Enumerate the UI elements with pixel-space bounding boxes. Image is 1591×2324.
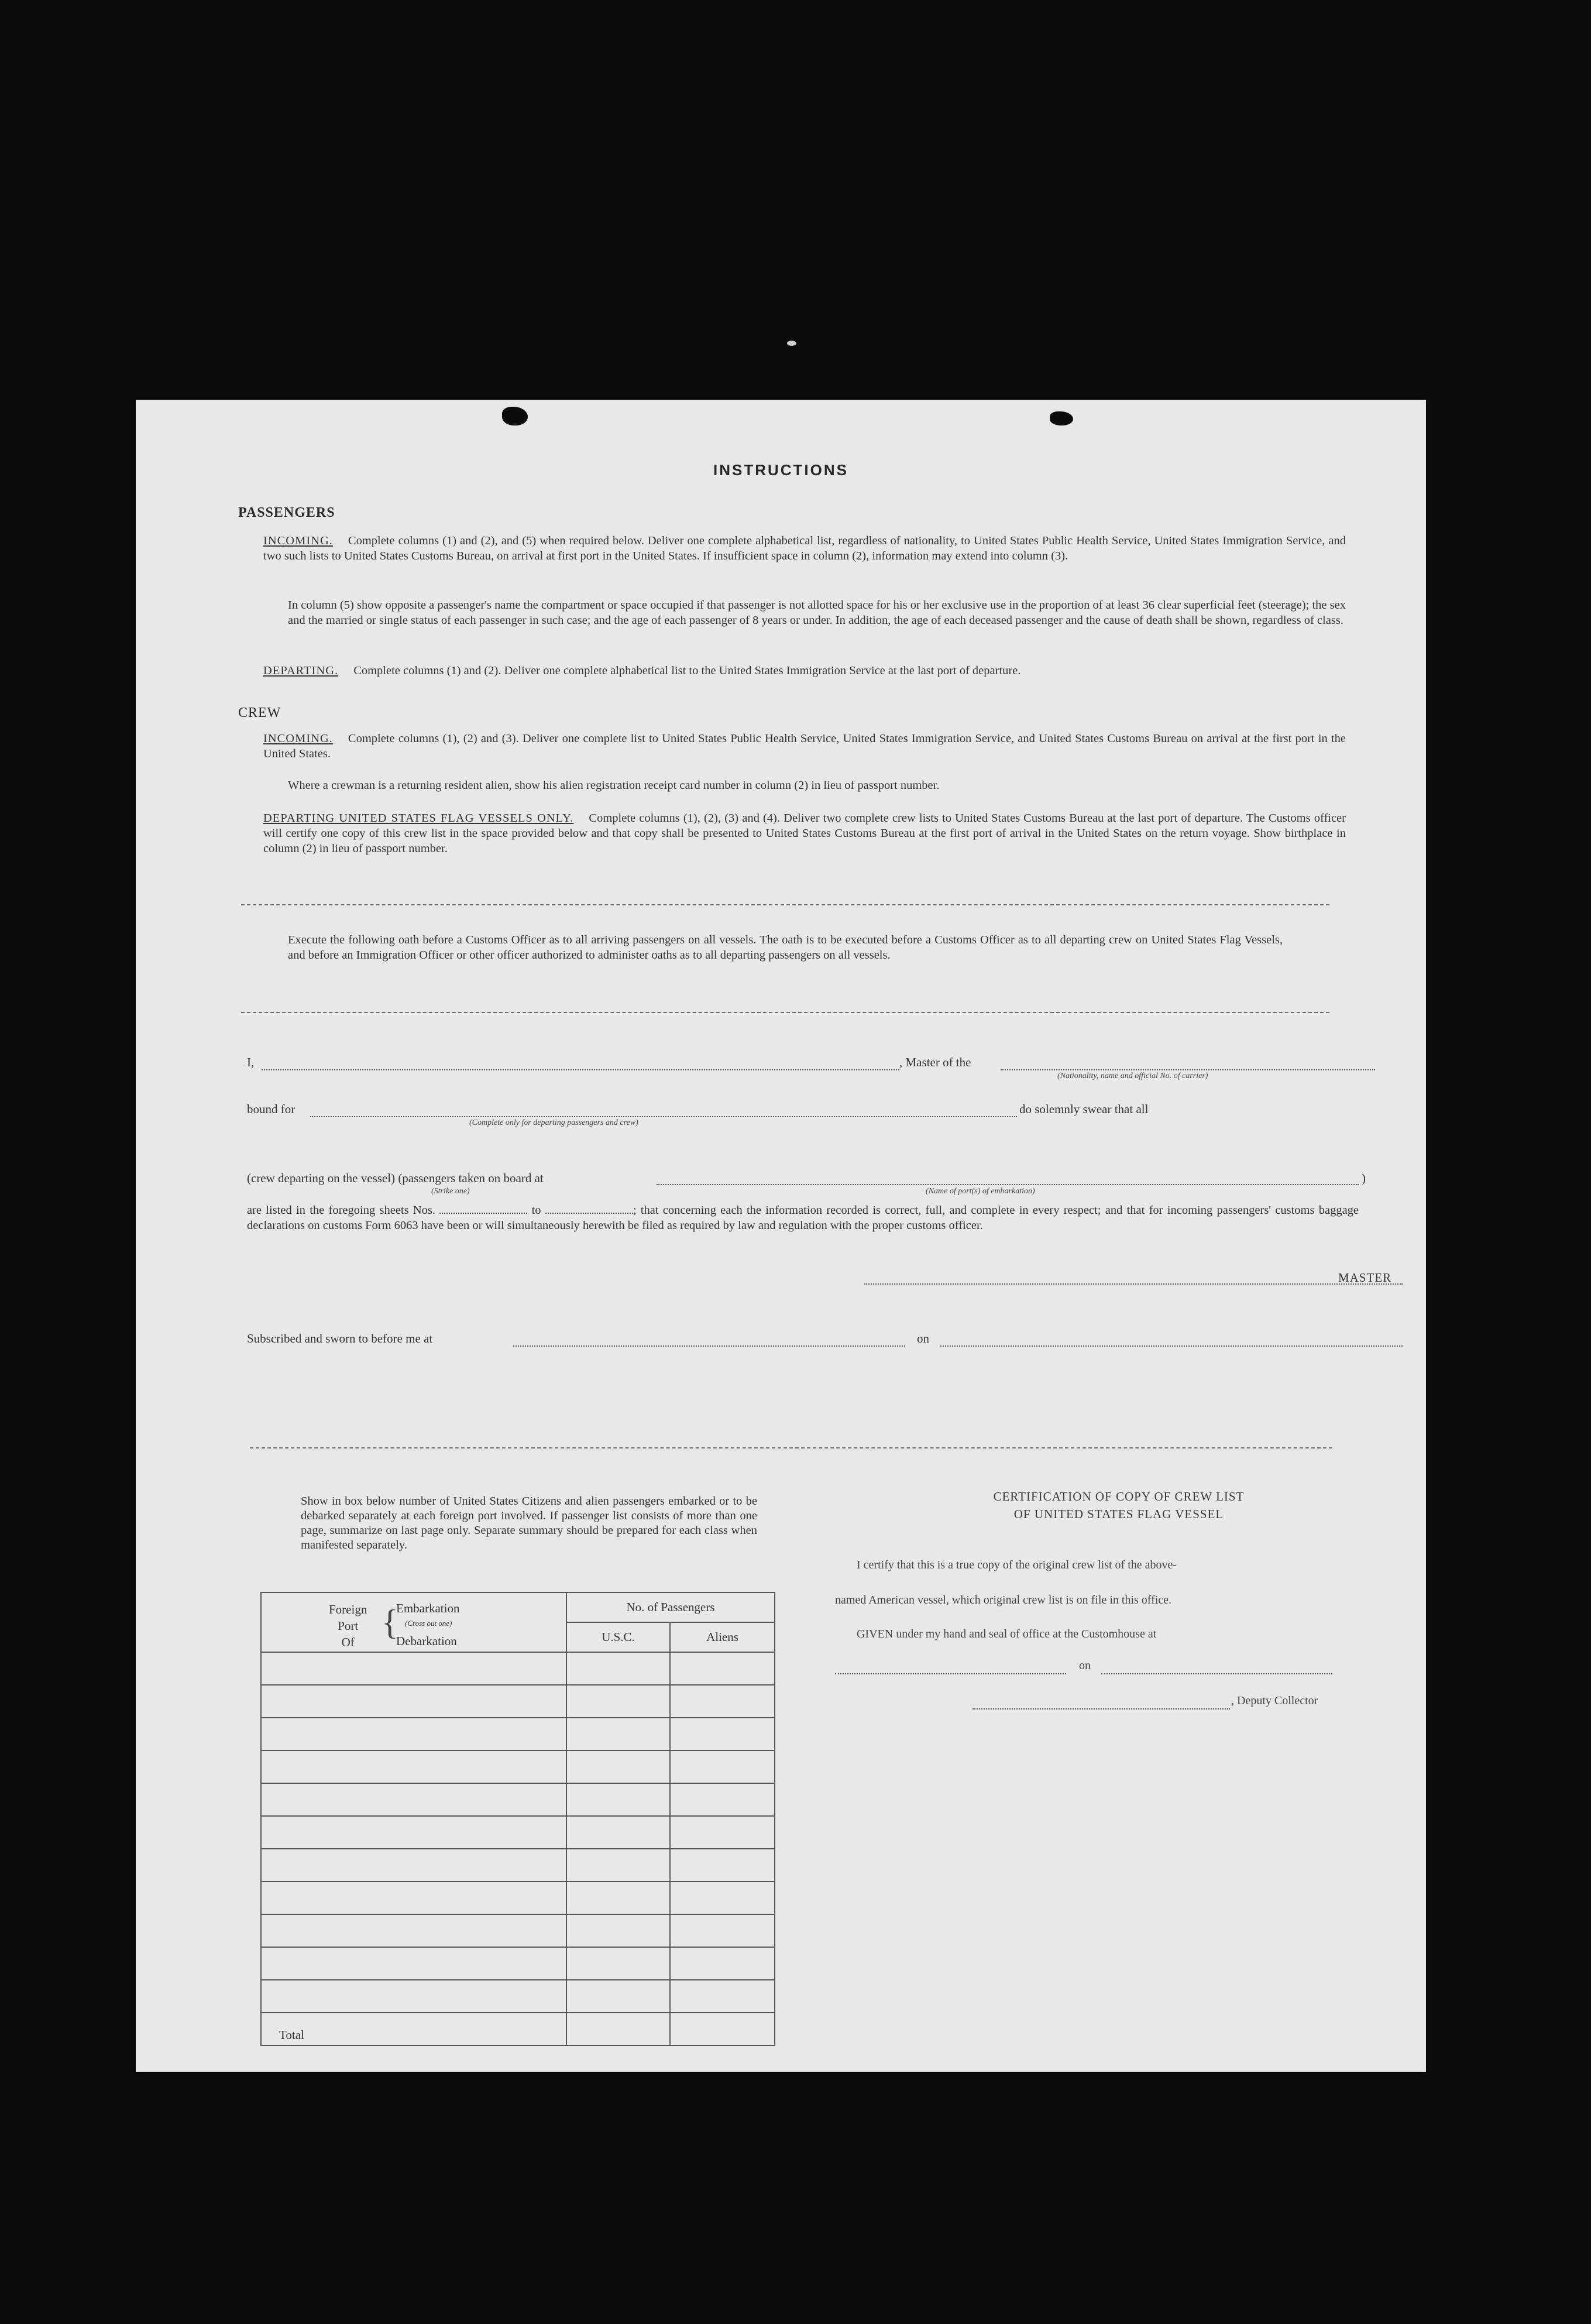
aliens-cell[interactable] [670,1783,775,1816]
port-cell[interactable] [261,1685,566,1718]
aliens-header: Aliens [670,1622,775,1652]
passenger-summary-table [260,1592,775,2046]
listed-paragraph [247,1203,1359,1233]
total-row [261,2013,775,2045]
master-signature-field[interactable] [864,1283,1403,1285]
aliens-cell[interactable] [670,1882,775,1914]
strike-hint: (Strike one) [431,1187,470,1196]
table-row [261,1849,775,1882]
passengers-departing [263,663,1346,678]
aliens-cell[interactable] [670,1652,775,1685]
of-label: Of [341,1635,355,1649]
port-cell[interactable] [261,1783,566,1816]
scan-speck [787,341,796,346]
passengers-column5: In column (5) show opposite a passenger's name the compartment or space occupied if that passenger is not allotted space for his or her exclusive use in the proportion of at least 36 clear superficial feet (steerage); the sex and the married or single status of each passenger in such case; and the age of each passenger of 8 years or under. In addition, the age of each deceased passenger and the cause of death shall be shown, regardless of class. [288,599,1346,627]
listed-label: are listed in the foregoing sheets Nos. [247,1204,436,1217]
table-row [261,1947,775,1980]
port-cell[interactable] [261,1882,566,1914]
table-row [261,1914,775,1947]
aliens-cell[interactable] [670,1816,775,1849]
box-instruction: Show in box below number of United States Citizens and alien passengers embarked or to be debarked separately at each foreign port involved. If passenger list consists of more than one page, summarize on last page only. Separate summary should be prepared for each class when manifested separately. [301,1495,757,1551]
passengers-departing-text: Complete columns (1) and (2). Deliver one complete alphabetical list to the United States Immigration Service at the last port of departure. [353,664,1021,677]
to-label: to [531,1204,541,1217]
master-name-field[interactable] [262,1069,899,1070]
port-cell[interactable] [261,1849,566,1882]
divider [250,1447,1332,1448]
nationality-hint: (Nationality, name and official No. of carrier) [1057,1072,1208,1080]
table-row [261,1816,775,1849]
port-cell[interactable] [261,1816,566,1849]
foreign-port-of [329,1601,367,1650]
usc-cell[interactable] [566,1652,670,1685]
close-paren: ) [1362,1171,1366,1185]
aliens-cell[interactable] [670,1685,775,1718]
usc-header: U.S.C. [566,1622,670,1652]
listed-text: ; that concerning each the information recorded is correct, full, and complete in every respect; and that for incoming passengers' customs baggage declarations on customs Form 6063 have been or will simultaneously herewith be filed as required by law and regulation with the proper customs officer. [247,1204,1359,1232]
aliens-cell[interactable] [670,1914,775,1947]
oath-instruction: Execute the following oath before a Customs Officer as to all arriving passengers on all vessels. The oath is to be executed before a Customs Officer as to all departing crew on United States Flag Vessels, and before an Immigration Officer or other officer authorized to administer oaths as to all departing passengers on all vessels. [288,933,1283,962]
usc-cell[interactable] [566,1980,670,2013]
table-row [261,1980,775,2013]
aliens-total-cell[interactable] [670,2013,775,2045]
document-page [136,400,1426,2072]
usc-cell[interactable] [566,1947,670,1980]
divider [241,1012,1329,1013]
passengers-incoming [263,533,1346,564]
crew-incoming-label: INCOMING. [263,732,333,745]
usc-cell[interactable] [566,1750,670,1783]
table-row [261,1718,775,1750]
aliens-cell[interactable] [670,1849,775,1882]
port-cell[interactable] [261,1652,566,1685]
embarkation-ports-field[interactable] [657,1184,1359,1185]
crew-clause: (crew departing on the vessel) (passengers taken on board at [247,1171,544,1185]
bound-for-label: bound for [247,1102,295,1116]
sworn-place-field[interactable] [513,1345,905,1347]
debarkation-label: Debarkation [396,1634,457,1648]
deputy-collector-signature-field[interactable] [973,1708,1230,1709]
passengers-incoming-label: INCOMING. [263,534,333,547]
usc-cell[interactable] [566,1914,670,1947]
port-cell[interactable] [261,1750,566,1783]
sworn-on-label: on [917,1331,929,1345]
customhouse-field[interactable] [835,1673,1066,1674]
oath-i-label: I, [247,1055,255,1069]
master-of-label: , Master of the [899,1055,971,1069]
port-cell[interactable] [261,1718,566,1750]
bound-for-field[interactable] [310,1116,1017,1117]
table-row [261,1882,775,1914]
usc-cell[interactable] [566,1718,670,1750]
punch-hole-right [1050,411,1073,425]
usc-cell[interactable] [566,1685,670,1718]
brace-icon: { [382,1603,398,1642]
usc-cell[interactable] [566,1816,670,1849]
no-passengers-header: No. of Passengers [566,1592,775,1622]
table-row [261,1783,775,1816]
cross-out-hint: (Cross out one) [405,1619,452,1628]
crew-incoming [263,731,1346,761]
aliens-cell[interactable] [670,1750,775,1783]
crew-departing-text: Complete columns (1), (2), (3) and (4). Deliver two complete crew lists to United States Customs Bureau at the last port of departure. The Customs officer will certify one copy of this crew list in the space provided below and that copy shall be presented to United States Customs Bureau at the first port of arrival in the United States on the return voyage. Show birthplace in column (2) in lieu of passport number. [263,812,1346,855]
deputy-collector-label: , Deputy Collector [1231,1694,1318,1707]
master-label: MASTER [1338,1271,1392,1285]
usc-cell[interactable] [566,1882,670,1914]
certification-line-3: GIVEN under my hand and seal of office at the Customhouse at [857,1628,1157,1640]
usc-cell[interactable] [566,1783,670,1816]
aliens-cell[interactable] [670,1947,775,1980]
certification-heading-1: CERTIFICATION OF COPY OF CREW LIST [993,1489,1245,1503]
crew-departing [263,811,1346,856]
usc-total-cell[interactable] [566,2013,670,2045]
departing-hint: (Complete only for departing passengers and crew) [469,1118,638,1127]
certification-line-1: I certify that this is a true copy of the original crew list of the above- [857,1559,1177,1571]
usc-cell[interactable] [566,1849,670,1882]
certification-line-2: named American vessel, which original crew list is on file in this office. [835,1594,1172,1606]
table-row [261,1685,775,1718]
passengers-incoming-text: Complete columns (1) and (2), and (5) when required below. Deliver one complete alphabetical list, regardless of nationality, to United States Public Health Service, United States Immigration Service, and two such lists to United States Customs Bureau, on arrival at first port in the United States. If insufficient space in column (2), information may extend into column (3). [263,534,1346,562]
foreign-label: Foreign [329,1602,367,1616]
crew-alien-note: Where a crewman is a returning resident alien, show his alien registration receipt card number in column (2) in lieu of passport number. [288,779,940,792]
table-row [261,1652,775,1685]
aliens-cell[interactable] [670,1980,775,2013]
carrier-field[interactable] [1001,1069,1375,1070]
total-label: Total [261,2013,566,2045]
subscribed-label: Subscribed and sworn to before me at [247,1331,433,1345]
crew-departing-label: DEPARTING UNITED STATES FLAG VESSELS ONLY. [263,812,574,825]
certification-on-label: on [1079,1659,1091,1672]
crew-heading: CREW [238,705,281,720]
port-label: Port [338,1619,359,1633]
aliens-cell[interactable] [670,1718,775,1750]
swear-label: do solemnly swear that all [1019,1102,1149,1116]
table-row [261,1750,775,1783]
ports-hint: (Name of port(s) of embarkation) [926,1187,1035,1196]
page-title: INSTRUCTIONS [713,461,848,479]
sworn-date-field[interactable] [940,1345,1403,1347]
sheet-from-field[interactable] [439,1213,527,1214]
punch-hole-left [502,407,528,425]
embarkation-label: Embarkation [396,1601,460,1615]
port-cell[interactable] [261,1947,566,1980]
divider [241,904,1329,905]
port-cell[interactable] [261,1980,566,2013]
crew-incoming-text: Complete columns (1), (2) and (3). Deliver one complete list to United States Public Health Service, United States Immigration Service, and United States Customs Bureau on arrival at the first port in the United States. [263,732,1346,760]
passengers-departing-label: DEPARTING. [263,664,339,677]
port-header-cell [261,1592,566,1652]
certification-date-field[interactable] [1101,1673,1332,1674]
port-cell[interactable] [261,1914,566,1947]
passengers-heading: PASSENGERS [238,505,335,520]
certification-heading-2: OF UNITED STATES FLAG VESSEL [1013,1507,1224,1521]
sheet-to-field[interactable] [545,1213,633,1214]
